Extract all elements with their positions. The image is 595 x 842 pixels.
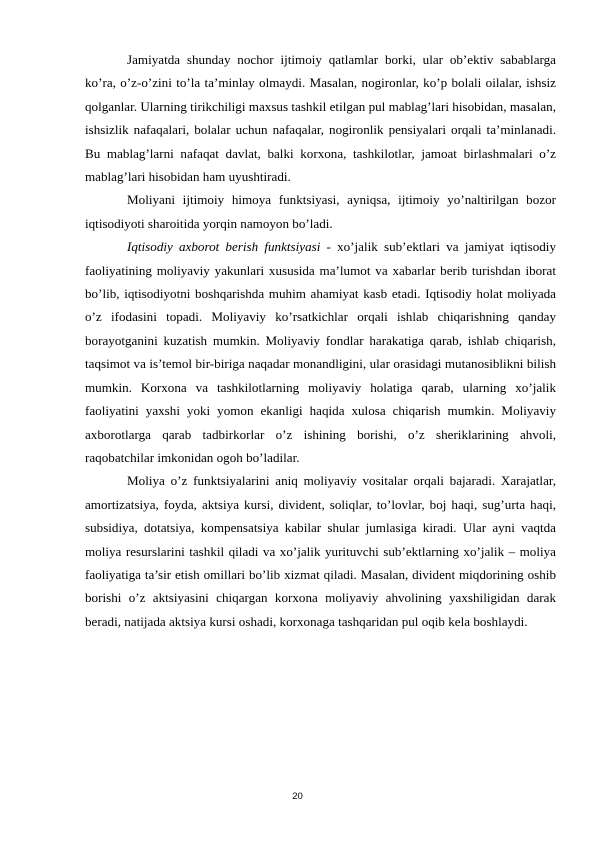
paragraph-emphasis-term: Iqtisodiy axborot berish funktsiyasi: [127, 239, 321, 255]
document-page: [85, 48, 556, 633]
paragraph-social-protection: Moliyani ijtimoiy himoya funktsiyasi, ayniqsa, ijtimoiy yo’naltirilgan bozor iqtisodiyoti sharoitida yorqin namoyon bo’ladi.: [85, 192, 556, 231]
paragraph-social-layers: Jamiyatda shunday nochor ijtimoiy qatlamlar borki, ular ob’ektiv sabablarga ko’ra, o’z-o’zini to’la ta’minlay olmaydi. Masalan, nogironlar, ko’p bolali oilalar, ishsiz qolganlar. Ularning tirikchiligi maxsus tashkil etilgan pul mablag’lari hisobidan, masalan, ishsizlik nafaqalari, bolalar uchun nafaqalar, nogironlik pensiyalari orqali ta’minlanadi. Bu mablag’larni nafaqat davlat, balki korxona, tashkilotlar, jamoat birlashmalari o’z mablag’lari hisobidan ham uyushtiradi.: [85, 52, 556, 185]
paragraph-body-text: - xo’jalik sub’ektlari va jamiyat iqtisodiy faoliyatining moliyaviy yakunlari xususida ma’lumot va xabarlar berib turishdan iborat bo’lib, iqtisodiyotni boshqarishda muhim ahamiyat kasb etadi. Iqtisodiy holat moliyada o’z ifodasini topadi. Moliyaviy ko’rsatkichlar orqali ishlab chiqarishning qanday borayotganini kuzatish mumkin. Moliyaviy fondlar harakatiga qarab, ishlab chiqarish, taqsimot va is’temol bir-biriga naqadar monandligini, ular orasidagi mutanosiblikni bilish mumkin. Korxona va tashkilotlarning moliyaviy holatiga qarab, ularning xo’jalik faoliyatini yaxshi yoki yomon ekanligi haqida xulosa chiqarish mumkin. Moliyaviy axborotlarga qarab tadbirkorlar o’z ishining borishi, o’z sheriklarining ahvoli, raqobatchilar imkonidan ogoh bo’ladilar.: [85, 239, 556, 465]
page-number: 20: [292, 791, 303, 802]
paragraph-economic-information: [85, 235, 556, 469]
paragraph-financial-instruments: Moliya o’z funktsiyalarini aniq moliyaviy vositalar orqali bajaradi. Xarajatlar, amortizatsiya, foyda, aktsiya kursi, divident, soliqlar, to’lovlar, boj haqi, sug’urta haqi, subsidiya, dotatsiya, kompensatsiya kabilar shular jumlasiga kiradi. Ular ayni vaqtda moliya resurslarini tashkil qiladi va xo’jalik yurituvchi sub’ektlarning xo’jalik – moliya faoliyatiga ta’sir etish omillari bo’lib xizmat qiladi. Masalan, divident miqdorining oshib borishi o’z aktsiyasini chiqargan korxona moliyaviy ahvolining yaxshiligidan darak beradi, natijada aktsiya kursi oshadi, korxonaga tashqaridan pul oqib kela boshlaydi.: [85, 473, 556, 629]
